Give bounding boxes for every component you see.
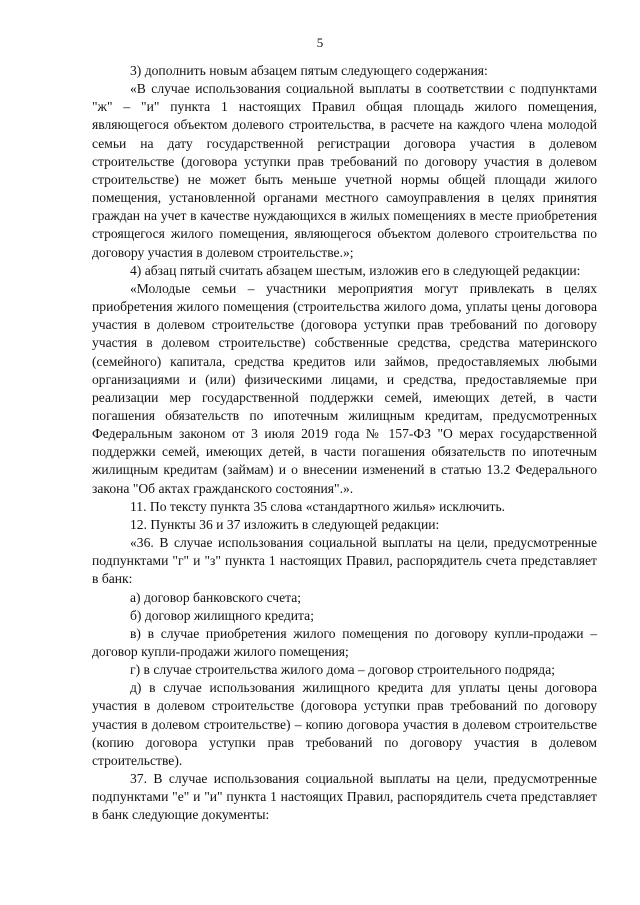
paragraph-amend-4: 4) абзац пятый считать абзацем шестым, изложив его в следующей редакции: <box>130 262 581 278</box>
paragraph-item-11: 11. По тексту пункта 35 слова «стандартного жилья» исключить. <box>130 498 506 514</box>
paragraph-subitem-g: г) в случае строительства жилого дома – договор строительного подряда; <box>130 662 556 678</box>
paragraph-amend-3: 3) дополнить новым абзацем пятым следующего содержания: <box>130 63 488 78</box>
paragraph-quote-shared-construction: «В случае использования социальной выплаты в соответствии с подпунктами "ж" – "и" пункта 1 настоящих Правил общая площадь жилого помещения, являющегося объектом долевого строительства, в расчете на каждого члена молодой семьи на дату государственной регистрации договора участия в долевом строительстве (договора уступки прав требований по договору участия в долевом строительстве) не может быть меньше учетной нормы общей площади жилого помещения, установленной органами местного самоуправления в целях принятия граждан на учет в качестве нуждающихся в жилых помещениях в месте приобретения строящегося жилого помещения, являющегося объектом долевого строительства по договору участия в долевом строительстве.»; <box>92 81 597 260</box>
paragraph-subitem-v: в) в случае приобретения жилого помещения по договору купли-продажи – договор купли-продажи жилого помещения; <box>92 625 597 659</box>
paragraph-subitem-d: д) в случае использования жилищного кредита для уплаты цены договора участия в долевом строительстве (договора уступки прав требований по договору участия в долевом строительстве) – копию договора участия в долевом строительстве (копию договора уступки прав требований по договору участия в долевом строительстве). <box>92 680 597 768</box>
page-number: 5 <box>316 35 324 50</box>
document-body <box>92 62 597 825</box>
paragraph-subitem-b: б) договор жилищного кредита; <box>130 607 314 623</box>
paragraph-item-36: «36. В случае использования социальной выплаты на цели, предусмотренные подпунктами "г" и "з" пункта 1 настоящих Правил, распорядитель счета представляет в банк: <box>92 535 597 587</box>
paragraph-quote-young-families: «Молодые семьи – участники мероприятия могут привлекать в целях приобретения жилого помещения (строительства жилого дома, уплаты цены договора участия в долевом строительстве (договора уступки прав требований по договору участия в долевом строительстве) собственные средства, средства материнского (семейного) капитала, средства кредитов или займов, предоставляемых любыми организациями и (или) физическими лицами, и средства, предоставляемые при реализации мер государственной поддержки семей, имеющих детей, в части погашения обязательств по ипотечным жилищным кредитам, предусмотренных Федеральным законом от 3 июля 2019 года № 157-ФЗ "О мерах государственной поддержки семей, имеющих детей, в части погашения обязательств по ипотечным жилищным кредитам (займам) и о внесении изменений в статью 13.2 Федерального закона "Об актах гражданского состояния".». <box>92 280 597 496</box>
paragraph-item-12: 12. Пункты 36 и 37 изложить в следующей редакции: <box>130 516 440 532</box>
paragraph-item-37: 37. В случае использования социальной выплаты на цели, предусмотренные подпунктами "е" и "и" пункта 1 настоящих Правил, распорядитель счета представляет в банк следующие документы: <box>92 771 597 823</box>
paragraph-subitem-a: а) договор банковского счета; <box>130 589 302 605</box>
